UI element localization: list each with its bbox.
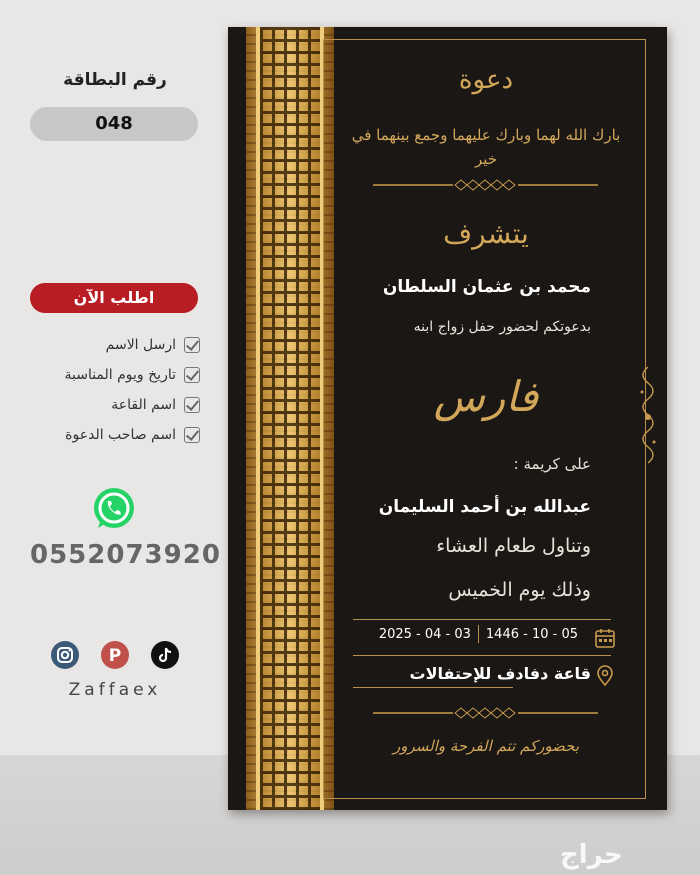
- date-separator: [478, 625, 479, 643]
- ornamental-divider: [373, 179, 598, 191]
- whatsapp-icon[interactable]: [90, 484, 138, 532]
- step-label: اسم القاعة: [111, 397, 176, 413]
- order-now-button[interactable]: اطلب الآن: [30, 283, 198, 313]
- checkbox-icon: [184, 367, 200, 383]
- checkbox-icon: [184, 427, 200, 443]
- band-edge: [256, 27, 260, 810]
- divider-line: [353, 619, 611, 620]
- gold-pattern-band: [246, 27, 334, 810]
- hijri-date: 1446 - 10 - 05: [485, 626, 578, 642]
- card-title: دعوة: [458, 65, 514, 95]
- card-number-badge: 048: [30, 107, 198, 141]
- svg-text:P: P: [108, 646, 122, 666]
- brand-name: Zaffaex: [68, 680, 162, 700]
- honor-heading: يتشرف: [443, 217, 529, 250]
- invitation-text: بدعوتكم لحضور حفل زواج ابنه: [413, 319, 591, 335]
- day-line: وذلك يوم الخميس: [448, 579, 591, 601]
- step-label: ارسل الاسم: [105, 337, 176, 353]
- groom-name: فارس: [433, 372, 539, 421]
- list-item: [30, 420, 200, 450]
- location-pin-icon: [594, 665, 616, 687]
- pattern-fill: [260, 27, 320, 810]
- gregorian-date: 2025 - 04 - 03: [378, 626, 471, 642]
- side-ornament-icon: [634, 362, 662, 472]
- invitation-card: [228, 27, 667, 810]
- step-label: تاريخ ويوم المناسبة: [64, 367, 176, 383]
- bride-intro: على كريمة :: [513, 455, 591, 473]
- phone-number[interactable]: 0552073920: [30, 540, 221, 570]
- divider-line: [353, 655, 611, 656]
- checkbox-icon: [184, 397, 200, 413]
- watermark-logo: حراج: [560, 840, 623, 870]
- venue-name: قاعة دفادف للإحتفالات: [409, 664, 591, 683]
- host-name: محمد بن عثمان السلطان: [382, 277, 591, 297]
- instagram-icon[interactable]: [50, 640, 80, 670]
- list-item: [30, 330, 200, 360]
- social-links: [50, 640, 180, 670]
- pinterest-icon[interactable]: [100, 640, 130, 670]
- order-steps-list: [30, 330, 200, 450]
- checkbox-icon: [184, 337, 200, 353]
- blessing-verse: بارك الله لهما وبارك عليهما وجمع بينهما في خير: [351, 126, 621, 168]
- dinner-line: وتناول طعام العشاء: [436, 535, 591, 557]
- date-row: [353, 625, 578, 643]
- list-item: [30, 360, 200, 390]
- bride-father-name: عبدالله بن أحمد السليمان: [378, 497, 591, 517]
- card-number-label: رقم البطاقة: [63, 70, 167, 90]
- tiktok-icon[interactable]: [150, 640, 180, 670]
- list-item: [30, 390, 200, 420]
- ornamental-divider: [373, 707, 598, 719]
- closing-phrase: بحضوركم تتم الفرحة والسرور: [392, 737, 579, 755]
- calendar-icon: [594, 627, 616, 649]
- divider-line: [353, 687, 513, 688]
- step-label: اسم صاحب الدعوة: [65, 427, 176, 443]
